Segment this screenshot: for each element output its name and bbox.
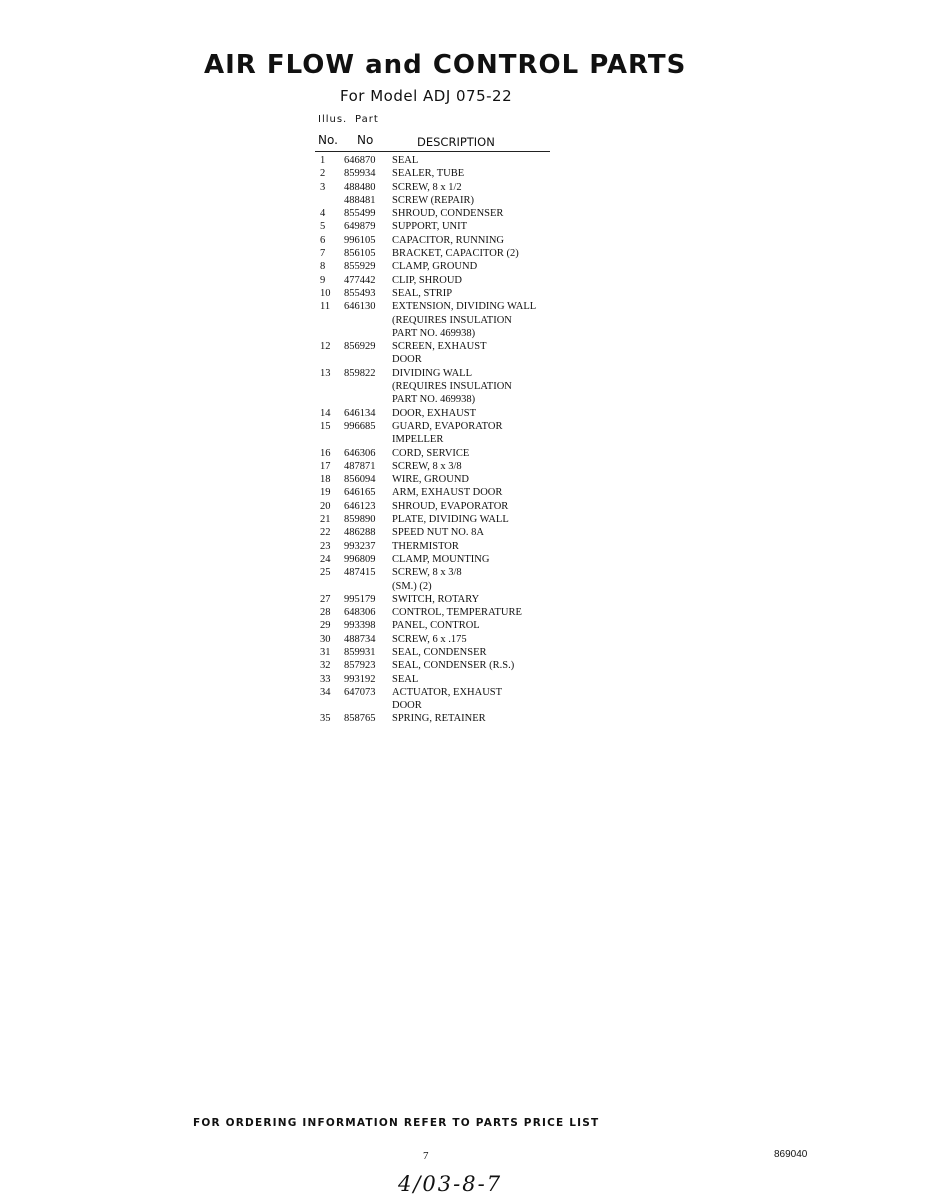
part-no-cell: 649879 — [344, 221, 376, 233]
table-row — [316, 460, 566, 473]
illus-no-cell: 20 — [320, 500, 331, 512]
illus-no-cell: 32 — [320, 660, 331, 672]
part-no-cell: 646165 — [344, 487, 376, 499]
illus-no-cell — [316, 699, 344, 712]
part-no-cell — [344, 433, 392, 446]
part-no-cell: 488481 — [344, 194, 376, 206]
description-cell: (REQUIRES INSULATION — [392, 381, 512, 393]
part-no-cell: 996809 — [344, 553, 376, 565]
illus-no-cell: 12 — [320, 341, 331, 353]
illus-no-cell: 7 — [320, 248, 326, 260]
illus-no-cell — [316, 580, 344, 593]
table-row — [316, 593, 566, 606]
description-cell: EXTENSION, DIVIDING WALL — [392, 301, 537, 313]
header-divider — [315, 151, 550, 152]
part-no-cell: 993237 — [344, 540, 376, 552]
part-no-cell: 646870 — [344, 155, 376, 166]
part-no-cell: 857923 — [344, 660, 376, 672]
description-cell: SCREW, 8 x 3/8 — [392, 567, 462, 579]
header-part: Part — [355, 114, 379, 125]
description-cell: SWITCH, ROTARY — [392, 593, 480, 605]
table-row — [316, 420, 566, 433]
page-number: 7 — [423, 1150, 429, 1162]
part-no-cell: 646130 — [344, 301, 376, 313]
description-cell: BRACKET, CAPACITOR (2) — [392, 248, 519, 260]
illus-no-cell: 10 — [320, 287, 331, 299]
table-row — [316, 207, 566, 220]
table-row — [316, 673, 566, 686]
table-row — [316, 181, 566, 194]
ordering-note: FOR ORDERING INFORMATION REFER TO PARTS PRICE LIST — [193, 1117, 600, 1129]
part-no-cell: 996685 — [344, 420, 376, 432]
table-row — [316, 393, 566, 406]
table-row — [316, 260, 566, 273]
table-row — [316, 553, 566, 566]
description-cell: SEAL, CONDENSER (R.S.) — [392, 660, 515, 672]
description-cell: SEAL — [392, 673, 419, 685]
table-row — [316, 580, 566, 593]
illus-no-cell: 14 — [320, 407, 331, 419]
table-row — [316, 447, 566, 460]
part-no-cell — [344, 380, 392, 393]
table-row — [316, 367, 566, 380]
illus-no-cell: 11 — [320, 301, 331, 313]
part-no-cell: 646134 — [344, 407, 376, 419]
illus-no-cell: 15 — [320, 420, 331, 432]
part-no-cell: 859934 — [344, 168, 376, 180]
part-no-cell: 995179 — [344, 593, 376, 605]
part-no-cell — [344, 353, 392, 366]
description-cell: WIRE, GROUND — [392, 474, 469, 486]
illus-no-cell: 13 — [320, 367, 331, 379]
table-row — [316, 486, 566, 499]
description-cell: DOOR — [392, 700, 422, 712]
description-cell: SHROUD, CONDENSER — [392, 208, 504, 220]
illus-no-cell: 19 — [320, 487, 331, 499]
table-row — [316, 380, 566, 393]
description-cell: CLIP, SHROUD — [392, 274, 463, 286]
table-row — [316, 619, 566, 632]
table-row — [316, 699, 566, 712]
illus-no-cell: 27 — [320, 593, 331, 605]
illus-no-cell: 9 — [320, 274, 326, 286]
description-cell: SUPPORT, UNIT — [392, 221, 468, 233]
table-row — [316, 353, 566, 366]
header-description: DESCRIPTION — [417, 135, 495, 149]
description-cell: CORD, SERVICE — [392, 447, 470, 459]
part-no-cell — [344, 699, 392, 712]
part-no-cell — [344, 580, 392, 593]
table-row — [316, 274, 566, 287]
illus-no-cell — [316, 433, 344, 446]
header-part-no: No — [357, 133, 374, 147]
illus-no-cell: 29 — [320, 620, 331, 632]
table-row — [316, 526, 566, 539]
illus-no-cell: 23 — [320, 540, 331, 552]
illus-no-cell — [316, 194, 344, 207]
description-cell: SEALER, TUBE — [392, 168, 465, 180]
table-row — [316, 473, 566, 486]
table-row — [316, 686, 566, 699]
description-cell: SCREW (REPAIR) — [392, 194, 474, 206]
handwritten-note: 4/03-8-7 — [398, 1172, 503, 1196]
description-cell: ARM, EXHAUST DOOR — [392, 487, 503, 499]
description-cell: DOOR, EXHAUST — [392, 407, 476, 419]
illus-no-cell: 17 — [320, 460, 331, 472]
description-cell: PLATE, DIVIDING WALL — [392, 514, 509, 526]
part-no-cell: 856094 — [344, 474, 376, 486]
part-no-cell — [344, 327, 392, 340]
part-no-cell: 859931 — [344, 646, 376, 658]
table-row — [316, 234, 566, 247]
part-no-cell: 855499 — [344, 208, 376, 220]
table-row — [316, 247, 566, 260]
description-cell: THERMISTOR — [392, 540, 459, 552]
illus-no-cell: 4 — [320, 208, 326, 220]
part-no-cell: 488480 — [344, 181, 376, 193]
part-no-cell: 859822 — [344, 367, 376, 379]
part-no-cell: 648306 — [344, 607, 376, 619]
parts-list — [316, 154, 566, 726]
table-row — [316, 433, 566, 446]
table-row — [316, 194, 566, 207]
description-cell: DIVIDING WALL — [392, 367, 472, 379]
description-cell: PANEL, CONTROL — [392, 620, 480, 632]
part-no-cell: 487871 — [344, 460, 376, 472]
illus-no-cell: 33 — [320, 673, 331, 685]
part-no-cell: 858765 — [344, 713, 376, 725]
illus-no-cell — [316, 314, 344, 327]
table-row — [316, 287, 566, 300]
table-row — [316, 154, 566, 167]
part-no-cell: 993398 — [344, 620, 376, 632]
table-row — [316, 540, 566, 553]
description-cell: (SM.) (2) — [392, 580, 432, 592]
illus-no-cell: 16 — [320, 447, 331, 459]
table-row — [316, 167, 566, 180]
illus-no-cell: 21 — [320, 514, 331, 526]
illus-no-cell: 8 — [320, 261, 326, 273]
table-row — [316, 659, 566, 672]
description-cell: ACTUATOR, EXHAUST — [392, 686, 503, 698]
illus-no-cell — [316, 353, 344, 366]
table-row — [316, 500, 566, 513]
table-row — [316, 566, 566, 579]
description-cell: DOOR — [392, 354, 422, 366]
illus-no-cell: 18 — [320, 474, 331, 486]
description-cell: CLAMP, MOUNTING — [392, 553, 490, 565]
illus-no-cell: 3 — [320, 181, 326, 193]
description-cell: PART NO. 469938) — [392, 394, 476, 406]
illus-no-cell: 34 — [320, 686, 331, 698]
part-no-cell: 646123 — [344, 500, 376, 512]
part-no-cell: 996105 — [344, 234, 376, 246]
description-cell: IMPELLER — [392, 434, 444, 446]
description-cell: CLAMP, GROUND — [392, 261, 478, 273]
description-cell: PART NO. 469938) — [392, 327, 476, 339]
table-row — [316, 646, 566, 659]
table-row — [316, 300, 566, 313]
table-row — [316, 407, 566, 420]
illus-no-cell: 5 — [320, 221, 326, 233]
illus-no-cell: 22 — [320, 527, 331, 539]
page-title: AIR FLOW and CONTROL PARTS — [204, 50, 687, 80]
part-no-cell: 647073 — [344, 686, 376, 698]
illus-no-cell: 25 — [320, 567, 331, 579]
part-no-cell: 646306 — [344, 447, 376, 459]
header-illus: Illus. — [318, 114, 348, 125]
part-no-cell — [344, 314, 392, 327]
description-cell: SCREW, 6 x .175 — [392, 633, 467, 645]
table-row — [316, 340, 566, 353]
part-no-cell: 488734 — [344, 633, 376, 645]
header-illus-no: No. — [318, 133, 338, 147]
description-cell: CAPACITOR, RUNNING — [392, 234, 505, 246]
illus-no-cell — [316, 393, 344, 406]
table-row — [316, 314, 566, 327]
illus-no-cell — [316, 380, 344, 393]
document-number: 869040 — [774, 1149, 808, 1160]
description-cell: SEAL, STRIP — [392, 287, 453, 299]
table-row — [316, 633, 566, 646]
table-row — [316, 606, 566, 619]
part-no-cell: 993192 — [344, 673, 376, 685]
description-cell: SEAL — [392, 155, 419, 166]
description-cell: SCREEN, EXHAUST — [392, 341, 487, 353]
part-no-cell — [344, 393, 392, 406]
table-row — [316, 220, 566, 233]
part-no-cell: 487415 — [344, 567, 376, 579]
illus-no-cell: 2 — [320, 168, 326, 180]
illus-no-cell: 30 — [320, 633, 331, 645]
description-cell: SPRING, RETAINER — [392, 713, 486, 725]
part-no-cell: 856105 — [344, 248, 376, 260]
table-row — [316, 327, 566, 340]
illus-no-cell — [316, 327, 344, 340]
part-no-cell: 856929 — [344, 341, 376, 353]
model-subtitle: For Model ADJ 075-22 — [340, 87, 513, 105]
illus-no-cell: 6 — [320, 234, 326, 246]
description-cell: SHROUD, EVAPORATOR — [392, 500, 509, 512]
description-cell: SEAL, CONDENSER — [392, 646, 487, 658]
table-row — [316, 513, 566, 526]
description-cell: SCREW, 8 x 3/8 — [392, 460, 462, 472]
description-cell: (REQUIRES INSULATION — [392, 314, 512, 326]
illus-no-cell: 28 — [320, 607, 331, 619]
table-row — [316, 712, 566, 725]
description-cell: SCREW, 8 x 1/2 — [392, 181, 462, 193]
description-cell: GUARD, EVAPORATOR — [392, 420, 503, 432]
description-cell: CONTROL, TEMPERATURE — [392, 607, 522, 619]
part-no-cell: 486288 — [344, 527, 376, 539]
part-no-cell: 477442 — [344, 274, 376, 286]
part-no-cell: 859890 — [344, 514, 376, 526]
part-no-cell: 855493 — [344, 287, 376, 299]
description-cell: SPEED NUT NO. 8A — [392, 527, 484, 539]
illus-no-cell: 35 — [320, 713, 331, 725]
illus-no-cell: 24 — [320, 553, 331, 565]
illus-no-cell: 31 — [320, 646, 331, 658]
illus-no-cell: 1 — [320, 155, 326, 166]
part-no-cell: 855929 — [344, 261, 376, 273]
